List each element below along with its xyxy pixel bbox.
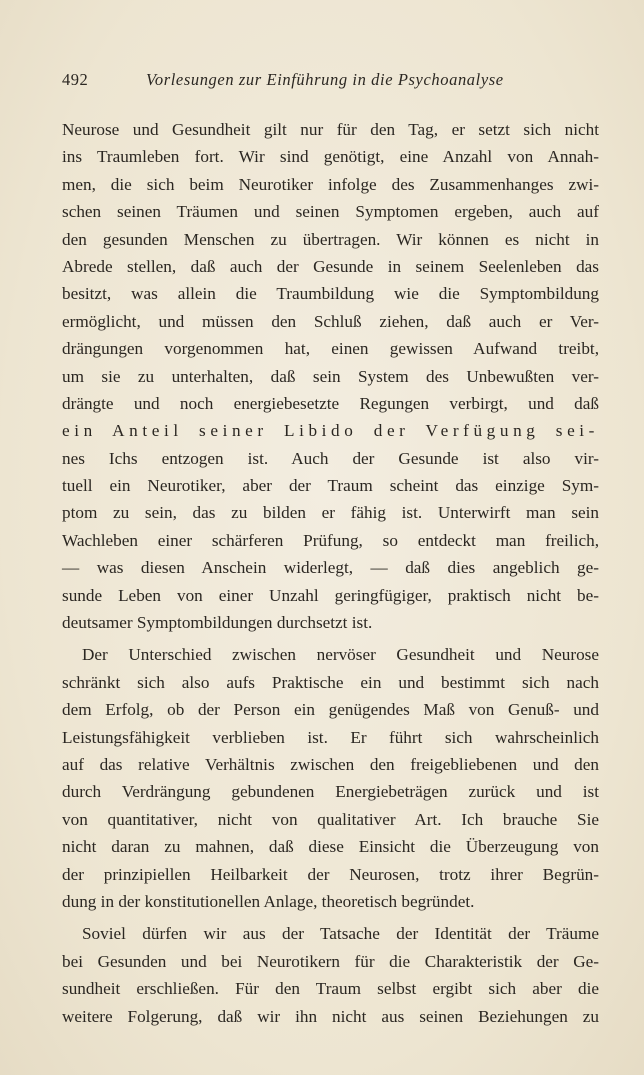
- text-line: Soviel dürfen wir aus der Tatsache der Identität der Träume: [82, 924, 599, 944]
- text-line-emphasized: ein Anteil seiner Libido der Verfügung sei-: [62, 421, 599, 441]
- text-line: — was diesen Anschein widerlegt, — daß dies angeblich ge-: [62, 558, 599, 578]
- text-line: auf das relative Verhältnis zwischen den freigebliebenen und den: [62, 754, 599, 774]
- text-line: men, die sich beim Neurotiker infolge des Zusammenhanges zwi-: [62, 174, 599, 194]
- page-number: 492: [62, 70, 89, 89]
- text-line: Neurose und Gesundheit gilt nur für den Tag, er setzt sich nicht: [62, 120, 599, 139]
- text-line: der prinzipiellen Heilbarkeit der Neurosen, trotz ihrer Begrün-: [62, 864, 599, 884]
- text-line: besitzt, was allein die Traumbildung wie die Symptombildung: [62, 284, 599, 304]
- text-line: von quantitativer, nicht von qualitativer Art. Ich brauche Sie: [62, 809, 599, 829]
- paragraph-3: [62, 920, 599, 1030]
- text-line: ins Traumleben fort. Wir sind genötigt, eine Anzahl von Annah-: [62, 147, 599, 167]
- text-line: dung in der konstitutionellen Anlage, theoretisch begründet.: [62, 891, 475, 911]
- text-line: schränkt sich also aufs Praktische ein und bestimmt sich nach: [62, 672, 599, 692]
- text-line: drängungen vorgenommen hat, einen gewissen Aufwand treibt,: [62, 339, 599, 359]
- text-line: den gesunden Menschen zu übertragen. Wir können es nicht in: [62, 229, 599, 249]
- text-line: ptom zu sein, das zu bilden er fähig ist. Unterwirft man sein: [62, 503, 599, 523]
- paragraph-1: [62, 116, 599, 636]
- text-line: sundheit erschließen. Für den Traum selbst ergibt sich aber die: [62, 979, 599, 999]
- text-line: bei Gesunden und bei Neurotikern für die Charakteristik der Ge-: [62, 951, 599, 971]
- text-line: deutsamer Symptombildungen durchsetzt ist.: [62, 613, 373, 633]
- text-line: nicht daran zu mahnen, daß diese Einsicht die Überzeugung von: [62, 837, 599, 857]
- body-text: [62, 116, 599, 1030]
- text-line: dem Erfolg, ob der Person ein genügendes Maß von Genuß- und: [62, 700, 599, 720]
- text-line: Abrede stellen, daß auch der Gesunde in seinem Seelenleben das: [62, 256, 599, 276]
- text-line: Wachleben einer schärferen Prüfung, so entdeckt man freilich,: [62, 530, 599, 550]
- text-line: ermöglicht, und müssen den Schluß ziehen, daß auch er Ver-: [62, 311, 599, 331]
- text-line: drängte und noch energiebesetzte Regungen verbirgt, und daß: [62, 393, 599, 413]
- paragraph-2: [62, 641, 599, 915]
- text-line: Leistungsfähigkeit verblieben ist. Er führt sich wahrscheinlich: [62, 727, 599, 747]
- text-line: tuell ein Neurotiker, aber der Traum scheint das einzige Sym-: [62, 476, 599, 496]
- running-title: Vorlesungen zur Einführung in die Psychoanalyse: [146, 70, 504, 89]
- text-line: sunde Leben von einer Unzahl geringfügiger, praktisch nicht be-: [62, 585, 599, 605]
- text-line: nes Ichs entzogen ist. Auch der Gesunde ist also vir-: [62, 448, 599, 468]
- page-header: [62, 70, 602, 96]
- text-line: um sie zu unterhalten, daß sein System des Unbewußten ver-: [62, 366, 599, 386]
- text-line: Der Unterschied zwischen nervöser Gesundheit und Neurose: [82, 645, 599, 665]
- text-line: weitere Folgerung, daß wir ihn nicht aus seinen Beziehungen zu: [62, 1006, 599, 1026]
- text-line: schen seinen Träumen und seinen Symptomen ergeben, auch auf: [62, 202, 599, 222]
- text-line: durch Verdrängung gebundenen Energiebeträgen zurück und ist: [62, 782, 599, 802]
